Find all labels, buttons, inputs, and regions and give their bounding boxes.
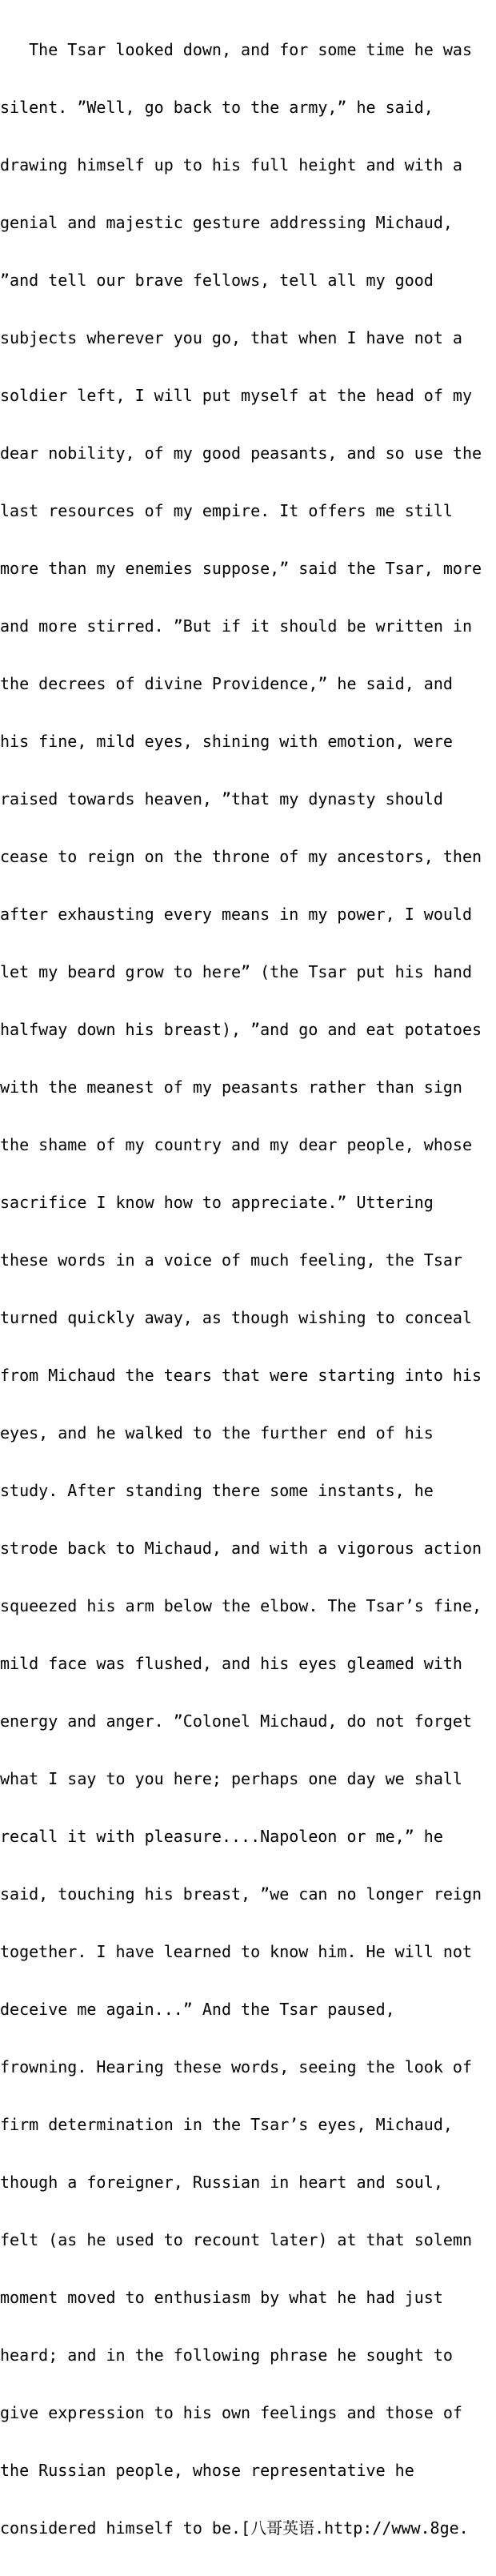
text-line: strode back to Michaud, and with a vigorous action	[0, 1539, 482, 1558]
text-line: dear nobility, of my good peasants, and so use the	[0, 443, 482, 463]
text-line: the decrees of divine Providence,” he said, and	[0, 674, 453, 693]
text-line: turned quickly away, as though wishing to conceal	[0, 1308, 473, 1327]
text-line: said, touching his breast, ”we can no longer reign	[0, 1884, 482, 1904]
body-text	[0, 2, 496, 2576]
text-line: after exhausting every means in my power, I would	[0, 905, 473, 924]
text-line: last resources of my empire. It offers me still	[0, 501, 453, 520]
text-line: deceive me again...” And the Tsar paused,	[0, 2000, 395, 2019]
text-line: felt (as he used to recount later) at that solemn	[0, 2230, 473, 2249]
text-line: with the meanest of my peasants rather than sign	[0, 1077, 462, 1097]
text-line: firm determination in the Tsar’s eyes, Michaud,	[0, 2115, 453, 2134]
text-line: recall it with pleasure....Napoleon or me,” he	[0, 1827, 443, 1846]
text-line: though a foreigner, Russian in heart and soul,	[0, 2173, 443, 2192]
text-line: drawing himself up to his full height and with a	[0, 155, 462, 175]
text-line: soldier left, I will put myself at the head of my	[0, 386, 473, 405]
text-line: moment moved to enthusiasm by what he had just	[0, 2288, 443, 2307]
text-line: frowning. Hearing these words, seeing the look of	[0, 2057, 473, 2076]
text-line: more than my enemies suppose,” said the Tsar, more	[0, 559, 482, 578]
text-line: these words in a voice of much feeling, the Tsar	[0, 1250, 462, 1270]
text-line: ”and tell our brave fellows, tell all my good	[0, 271, 434, 290]
text-line: the Russian people, whose representative he	[0, 2461, 414, 2480]
text-line: sacrifice I know how to appreciate.” Uttering	[0, 1193, 434, 1212]
text-line: energy and anger. ”Colonel Michaud, do not forget	[0, 1711, 473, 1731]
text-line: squeezed his arm below the elbow. The Tsar’s fine,	[0, 1596, 482, 1615]
text-line: what I say to you here; perhaps one day we shall	[0, 1769, 462, 1788]
text-line: silent. ”Well, go back to the army,” he said,	[0, 98, 434, 117]
text-line: study. After standing there some instants, he	[0, 1481, 434, 1500]
text-line: give expression to his own feelings and those of	[0, 2403, 462, 2422]
text-line: his fine, mild eyes, shining with emotion, were	[0, 732, 453, 751]
text-line: let my beard grow to here” (the Tsar put his hand	[0, 962, 473, 981]
text-line: the shame of my country and my dear people, whose	[0, 1135, 473, 1154]
text-line: considered himself to be.[八哥英语.http://www.8ge.	[0, 2518, 469, 2538]
text-line: heard; and in the following phrase he sought to	[0, 2345, 453, 2365]
text-line: eyes, and he walked to the further end of his	[0, 1423, 434, 1442]
text-line: raised towards heaven, ”that my dynasty should	[0, 789, 443, 809]
text-line: cease to reign on the throne of my ancestors, then	[0, 847, 482, 866]
text-line: and more stirred. ”But if it should be written in	[0, 616, 473, 636]
text-line: mild face was flushed, and his eyes gleamed with	[0, 1654, 462, 1673]
text-line: The Tsar looked down, and for some time he was	[0, 40, 473, 59]
text-line: together. I have learned to know him. He will not	[0, 1942, 473, 1961]
text-line: genial and majestic gesture addressing Michaud,	[0, 213, 453, 232]
text-line: from Michaud the tears that were starting into his	[0, 1366, 482, 1385]
text-line: halfway down his breast), ”and go and eat potatoes	[0, 1020, 482, 1039]
text-line: subjects wherever you go, that when I have not a	[0, 328, 462, 347]
